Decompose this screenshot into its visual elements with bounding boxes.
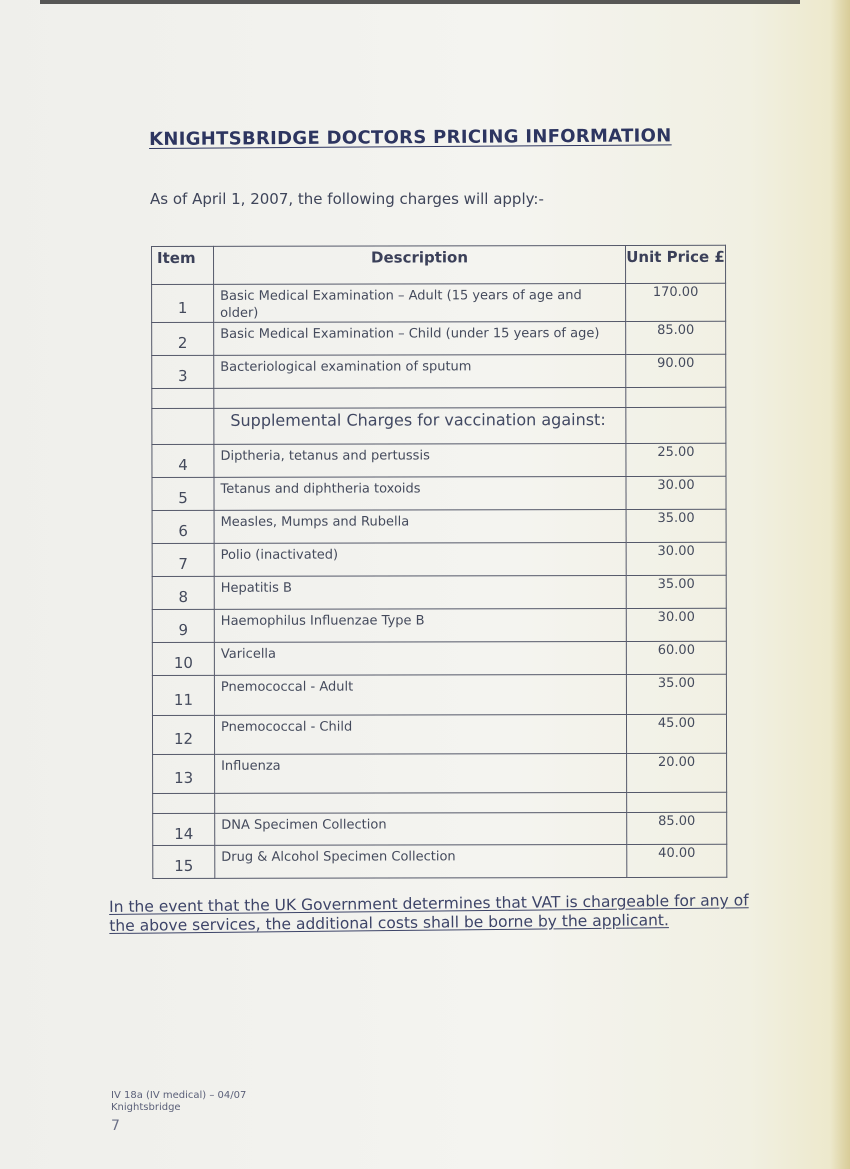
item-price: 35.00 [626,509,726,542]
item-description: Influenza [215,754,627,794]
item-price: 170.00 [626,283,726,321]
item-price: 45.00 [626,714,726,753]
scan-top-edge [40,0,800,4]
table-row [152,321,726,355]
item-description: Hepatitis B [214,576,626,610]
item-price: 85.00 [627,812,727,844]
item-description: Diptheria, tetanus and pertussis [214,444,626,478]
table-row [153,753,727,793]
table-row [152,542,726,576]
table-row [152,476,726,510]
table-header-row [152,245,726,284]
item-number: 15 [153,845,215,878]
item-description: Varicella [214,642,626,676]
item-number: 3 [152,355,214,388]
item-price: 30.00 [626,476,726,509]
pricing-table [151,245,727,879]
item-description: Pnemococcal - Adult [214,675,626,716]
table-row [152,509,726,543]
document-reference [111,1090,246,1114]
item-number: 12 [152,715,214,754]
table-row [152,283,726,322]
item-number: 9 [152,609,214,642]
item-price: 30.00 [626,542,726,575]
header-item: Item [152,246,214,284]
item-description: Haemophilus Influenzae Type B [214,609,626,643]
item-price: 35.00 [626,674,726,714]
item-price: 40.00 [627,844,727,877]
table-row [152,575,726,609]
table-row [152,674,726,715]
item-description: Pnemococcal - Child [214,715,626,755]
header-description: Description [214,246,626,285]
item-number: 2 [152,322,214,355]
header-unit-price: Unit Price £ [626,245,726,283]
item-number: 7 [152,543,214,576]
item-number: 5 [152,477,214,510]
item-price: 25.00 [626,443,726,476]
table-row [152,354,726,388]
organisation-name: Knightsbridge [111,1102,181,1113]
item-description: Basic Medical Examination – Child (under 15 years of age) [214,322,626,356]
item-description: DNA Specimen Collection [215,813,627,846]
table-row [152,714,726,754]
item-number: 8 [152,576,214,609]
item-number: 6 [152,510,214,543]
form-reference: IV 18a (IV medical) – 04/07 [111,1090,247,1101]
vat-note: In the event that the UK Government determines that VAT is chargeable for any of the above services, the additional costs shall be borne by the applicant. [109,891,749,935]
document-title: KNIGHTSBRIDGE DOCTORS PRICING INFORMATION [149,125,672,150]
scan-right-edge-shadow [830,0,850,1169]
item-description: Drug & Alcohol Specimen Collection [215,845,627,879]
table-row-spacer [153,792,727,813]
supplemental-heading: Supplemental Charges for vaccination against: [214,408,626,445]
table-row [152,641,726,675]
item-price: 35.00 [626,575,726,608]
item-number: 10 [152,642,214,675]
supplemental-heading-row [152,407,726,444]
item-description: Tetanus and diphtheria toxoids [214,477,626,511]
item-price: 90.00 [626,354,726,387]
item-description: Bacteriological examination of sputum [214,355,626,389]
item-price: 30.00 [626,608,726,641]
table-row [152,608,726,642]
item-description: Polio (inactivated) [214,543,626,577]
item-price: 85.00 [626,321,726,354]
table-row [153,844,727,878]
item-number: 11 [152,675,214,715]
table-row [153,812,727,845]
item-description: Basic Medical Examination – Adult (15 years of age and older) [214,284,626,323]
page-number: 7 [111,1118,120,1134]
item-description: Measles, Mumps and Rubella [214,510,626,544]
item-number: 14 [153,813,215,845]
table-row [152,443,726,477]
item-number: 4 [152,444,214,477]
table-row-spacer [152,387,726,408]
item-number: 13 [153,754,215,793]
item-number: 1 [152,284,214,322]
item-price: 20.00 [627,753,727,792]
item-price: 60.00 [626,641,726,674]
intro-text: As of April 1, 2007, the following charges will apply:- [150,190,544,208]
